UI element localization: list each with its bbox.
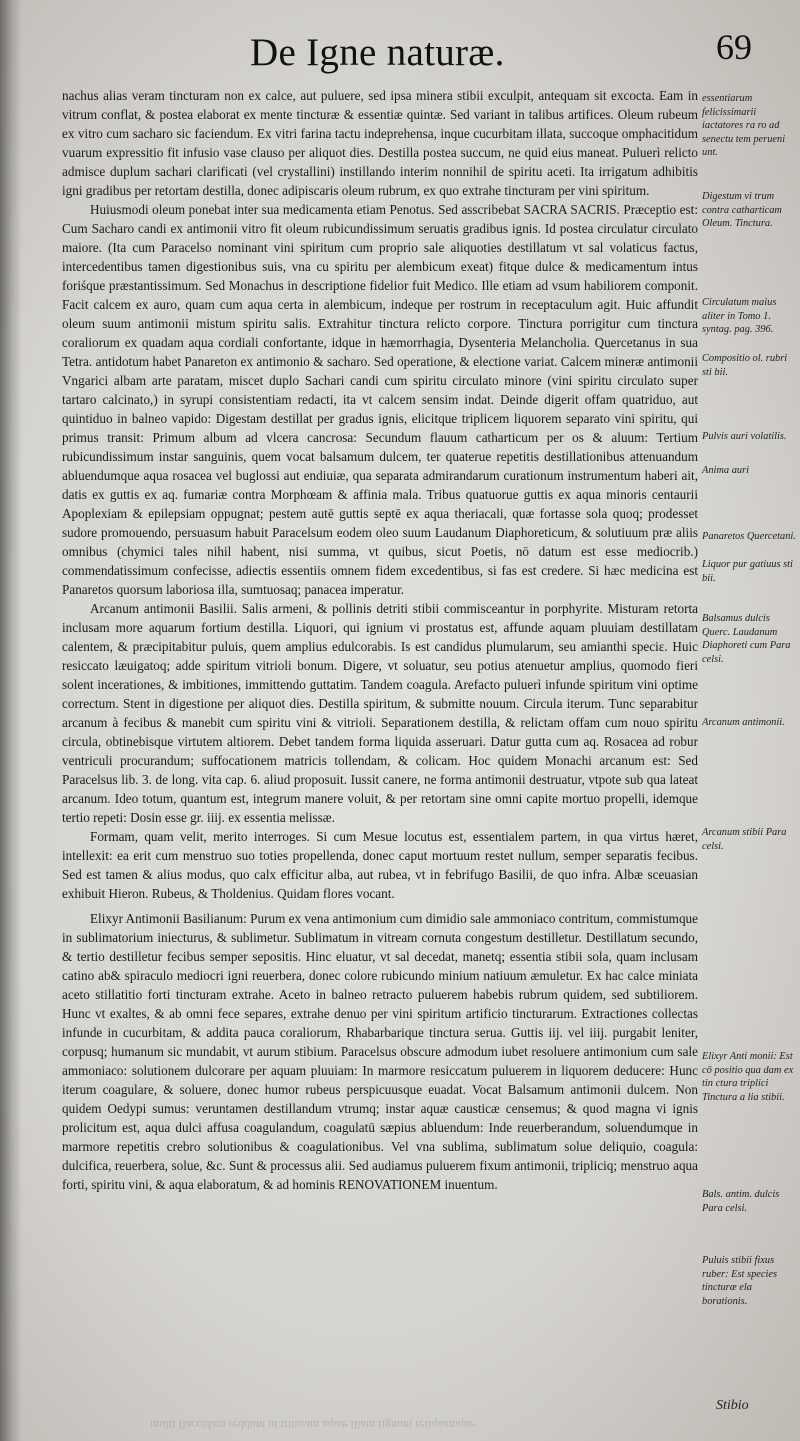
margin-note: Puluis stibii fixus ruber: Est species tincturæ ela borationis. <box>702 1255 778 1307</box>
catchword: Stibio <box>716 1398 749 1413</box>
margin-note: Arcanum antimonii. <box>702 717 785 728</box>
margin-note: Arcanum stibii Para celsi. <box>702 827 787 852</box>
paragraph-elixyr: Elixyr Antimonii Basilianum: Purum ex vena antimonium cum dimidio sale ammoniaco contritum, commistumque in sublimatorium iniecturus, & sublimetur. Sublimatum in vitream cornuta congestum destilletur. Destillatum secundo, & tertio destilletur fecibus semper sepositis. Hinc eluatur, vt sal decedat, manetq; essentia stibii sola, quam inclusam catino ab& spiraculo mediocri igni reuerbera, donec colore rubicundo minium natiuum æmuletur. Ex hac calce miniata aceto stillatitio forti tincturam extrahe. Aceto in balneo retracto puluerem habebis rubrum quidem, sed subtiliorem. Hunc vt exaltes, & ab omni fece separes, extrahe denuo per vini spiritum artificio tincturarum. Extractiones collectas infunde in cucurbitam, & addita pauca coraliorum, Rhabarbarique tinctura serua. Guttis iij. vel iiij. purgabit leniter, corpusq; humanum sic mundabit, vt aurum stibium. Paracelsus obscure admodum iubet resoluere antimonium cum sale ammoniaco: solutionem dulcorare per aquam pluuiam: In marmore resiccatum puluerem in liquorem deducere: Hunc iterum coagulare, & soluere, donec humor rubeus perspicuusque euadat. Vocat Balsamum antimonii dulcem. Non quidem Oedypi sumus: veruntamen destillandum vtrumq; instar aquæ causticæ censemus; & quod magna vi ignis prolicitum est, aqua dulci affusa coagulandum, coagulatū sæpius abluendum: Inde reuerberandum, soluendumque in marmore repetitis crebro solutionibus & coagulationibus. Vel vna sublima, sublimatum solue deliquio, coagula: dulcifica, reuerbera, solue, &c. Sunt & processus alii. Sed audiamus puluerem fixum antimonii, tripliciq; menstruo aqua forti, spiritu vini, & aqua elaboratum, & ad hominis RENOVATIONEM inuentum. <box>62 911 698 1192</box>
margin-note: Elixyr Anti monii: Est cō positio qua dam ex tin ctura triplici Tinctura a lia stibii. <box>702 1051 794 1103</box>
margin-note: Compositio ol. rubri sti bii. <box>702 353 788 378</box>
margin-note: Pulvis auri volatilis. <box>702 431 787 442</box>
paragraph-formam: Formam, quam velit, merito interroges. Si cum Mesue locutus est, essentialem partem, in qua virtus hæret, intellexit: ea erit cum menstruo suo toties propellenda, donec caput mortuum restet nullum, semper separatis fecibus. Sed est tamen & alius modus, quo calx efficitur alba, aut rubea, vt in febrifugo Basilii, de quo infra. Albæ sceuasian exhibuit Hieron. Rubeus, & Tholdenius. Quidam flores vocant. <box>62 829 698 901</box>
margin-note: Liquor pur gatiuus sti bii. <box>702 559 793 584</box>
paragraph-arcanum-basilii: Arcanum antimonii Basilii. Salis armeni, & pollinis detriti stibii commisceantur in porphyrite. Misturam retorta inclusam more aquarum fortium destilla. Liquori, qui ignium vi prostatus est, affunde aquam pluuiam destillatam calentem, & præcipitabitur puluis, quem amplius edulcorabis. Is est candidus plumularum, seu amianthi speciε. Huic resiccato læuigatoq; adde spiritum vitrioli bonum. Digere, vt soluatur, seu potius atenuetur amplius, quomodo fieri solent incerationes, & imbitiones, immittendo guttatim. Tandem coagula. Arefacto puluerì infunde spiritum vini optime correctum. Stent in digestione per aliquot dies. Destilla spiritum, & submitte nouum. Circula iterum. Tunc separabitur arcanum à fecibus & manebit cum spiritu vini & vitrioli. Separationem destilla, & relictam offam cum nouo spiritu circula, obtinebisque virtutem altiorem. Debet tandem forma liquida asseruari. Datur gutta cum aq. Rosacea ad robur ventriculi procurandum; suffocationem matricis tollendam, & colicam. Hoc quidem Monachi arcanum est: Sed Paracelsus lib. 3. de long. vita cap. 6. aliud proposuit. Iussit canere, ne forma antimonii destruatur, vtpote sub qua lateat arcanum. Ideo totum, quantum est, integrum manere voluit, & per retortam sine omni capite mortuo propelli, idemque tertio repeti: Dosin esse gr. iiij. ex essentia melissæ. <box>62 601 698 825</box>
margin-note: Digestum vi trum contra catharticam Oleum. Tinctura. <box>702 191 782 229</box>
page-number: 69 <box>716 27 752 67</box>
main-text-column <box>62 86 698 1194</box>
margin-note: Balsamus dulcis Querc. Laudanum Diaphoreti cum Para celsi. <box>702 613 791 665</box>
margin-note: Circulatum maius aliter in Tomo 1. syntag. pag. 396. <box>702 297 777 335</box>
margin-note: essentiarum felicissimarii iactatores ra ro ad senectu tem perueni unt. <box>702 93 786 158</box>
bleed-through-text: multi flaccidam reddunt ut trituram aquæ illam lignum reliquamque <box>150 1418 476 1432</box>
margin-note: Panaretos Quercetani. <box>702 531 796 542</box>
paragraph-penotus: Huiusmodi oleum ponebat inter sua medicamenta etiam Penotus. Sed asscribebat SACRA SACRIS. Præceptio est: Cum Sacharo candi ex antimonii vitro fit oleum rubicundissimum seruatis gradibus ignis. Id postea circulatur circulato maiore. (Ita cum Paracelso nominant vini spiritum cum proprio sale aliquoties destillatum vt sal volaticus factus, intercedentibus tamen digestionibus suis, vna cu spiritu per alembicum exeat) fitque dulce & medicamentum intus foriśque præstantissimum. Sed Monachus in descriptione fidelior fuit Medico. Ille etiam ad vsum habiliorem componit. Facit calcem ex auro, quam cum aqua certa in alembicum, indeque per rostrum in receptaculum agit. Huic affundit oleum suum antimonii mistum spiritu salis. Extrahitur tinctura relicto corpore. Tinctura porrigitur cum tinctura coraliorum ex quadam aqua cordiali confortante, idque in hæmorrhagia, Dysenteria Melancholia. Quercetanus in sua Tetra. antidotum habet Panareton ex antimonio & sacharo. Sed operatione, & electione variat. Calcem mineræ antimonii Vngarici albam arte paratam, miscet duplo Sachari candi cum spiritu circulato minore (vini spiritu circulato super tartaro calcinato,) in syrupi consistentiam redacti, ita vt calcem sensim indat. Deinde digerit offam quatriduo, aut quintiduo in balneo vapido: Digestam destillat per gradus ignis, elicitque triplicem liquorem separato vini spiritu, qui primus transit: Primum album ad vlcera cancrosa: Secundum flauum catharticum per os & aluum: Tertium rubicundissimum instar sanguinis, quem vocat balsamum dulcem, ter quaterue repetitis destillationibus attenuandum abluendumque aqua rosacea vel buglossi aut endiuiæ, qua separata admirandarum curationum instrumentum haberi ait, datis ex guttis ex aq. fumariæ contra Morphœam & affinia mala. Tribus quatuorue guttis ex aqua minoris centaurii Apoplexiam & epilepsiam oppugnat; pestem autē guttis septē ex aqua theriacali, quæ fortasse sola quoq; prodesset sudore promouendo, persuasum habuit Paracelsum eodem oleo suum Laudanum Diaphoreticum, & solutiuum præ aliis omnibus (chymici tales nihil habent, nisi summa, vt quibus, sicut Poetis, nō datum est esse mediocrib.) commendatissimum confecisse, adiectis essentiis omnem fidem excedentibus, si fas est credere. Si hæc medicina est Panaretos quorsum laboriosa illa, sumtuosaq; panacea imperatur. <box>62 202 698 597</box>
paragraph-oleum-rubeum: nachus alias veram tincturam non ex calce, aut puluere, sed ipsa minera stibii exculpit, antequam sit excocta. Eam in vitrum conflat, & postea elaborat ex mente tincturæ & essentiæ quintæ. Sed variant in talibus artifices. Oleum rubeum ex vitro cum sacharo sic faciendum. Ex vitri farina tactu indeprehensa, inque cucurbitam illata, succoque omphacitidum vuarum expressitio fit infusio vase clauso per aliquot dies. Destilla postea succum, ne quid eius maneat. Puluerì relicto admisce duplum sachari clarificati (vel crystallini) instillando interim nonnihil de spiritu aceti. Ita irrigatum adhibitis igni gradibus per retortam destilla, donec adipiscaris oleum rubrum, ex quo extrahe tincturam per vini spiritum. <box>62 88 698 198</box>
margin-note: Anima auri <box>702 465 750 476</box>
margin-note: Bals. antim. dulcis Para celsi. <box>702 1189 780 1214</box>
running-head-title: De Igne naturæ. <box>250 31 505 74</box>
binding-shadow <box>0 0 22 1441</box>
